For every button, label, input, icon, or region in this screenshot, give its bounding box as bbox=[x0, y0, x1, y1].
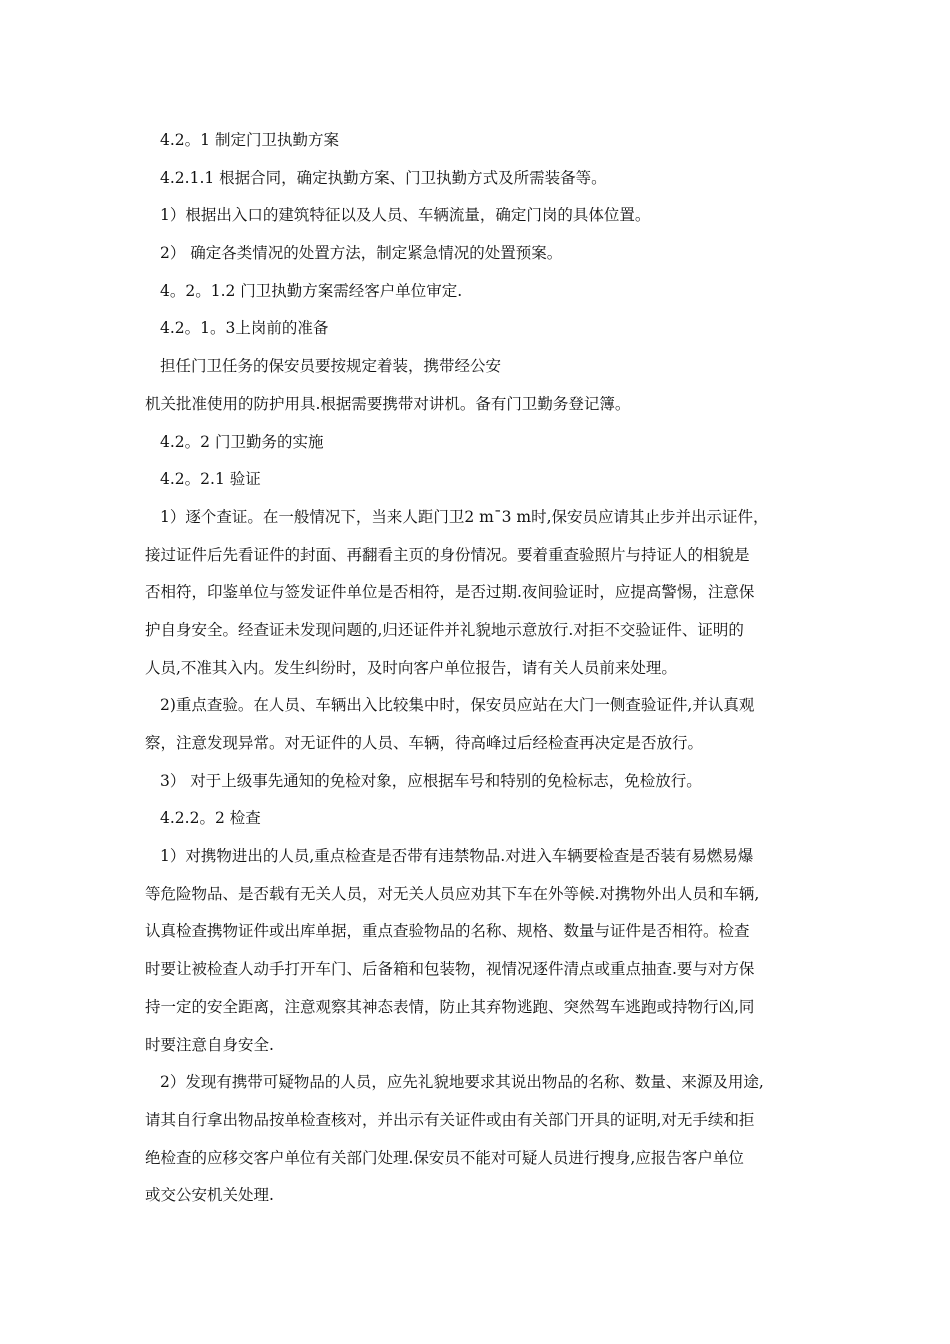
text-line: 4.2.2。2 检查 bbox=[160, 809, 261, 828]
text-line: 机关批准使用的防护用具.根据需要携带对讲机。备有门卫勤务登记簿。 bbox=[145, 394, 631, 413]
text-line: 时要让被检查人动手打开车门、后备箱和包装物，视情况逐件清点或重点抽查.要与对方保 bbox=[145, 960, 755, 979]
text-line: 等危险物品、是否载有无关人员，对无关人员应劝其下车在外等候.对携物外出人员和车辆, bbox=[145, 884, 760, 903]
text-line: 4.2.1.1 根据合同，确定执勤方案、门卫执勤方式及所需装备等。 bbox=[160, 168, 607, 187]
text-line: 1）对携物进出的人员,重点检查是否带有违禁物品.对进入车辆要检查是否装有易燃易爆 bbox=[160, 847, 754, 866]
text-line: 护自身安全。经查证未发现问题的,归还证件并礼貌地示意放行.对拒不交验证件、证明的 bbox=[145, 620, 744, 639]
text-line: 4.2。2.1 验证 bbox=[160, 470, 261, 489]
text-line: 绝检查的应移交客户单位有关部门处理.保安员不能对可疑人员进行搜身,应报告客户单位 bbox=[145, 1148, 744, 1167]
text-line: 否相符，印鉴单位与签发证件单位是否相符，是否过期.夜间验证时，应提高警惕，注意保 bbox=[145, 583, 755, 602]
text-line: 2） 确定各类情况的处置方法，制定紧急情况的处置预案。 bbox=[160, 244, 563, 263]
text-line: 担任门卫任务的保安员要按规定着装，携带经公安 bbox=[160, 357, 502, 376]
text-line: 人员,不准其入内。发生纠纷时，及时向客户单位报告，请有关人员前来处理。 bbox=[145, 658, 677, 677]
text-line: 4。2。1.2 门卫执勤方案需经客户单位审定. bbox=[160, 281, 463, 300]
text-line: 3） 对于上级事先通知的免检对象，应根据车号和特别的免检标志，免检放行。 bbox=[160, 771, 702, 790]
document-body bbox=[145, 122, 825, 1215]
text-line: 4.2。1。3上岗前的准备 bbox=[160, 319, 329, 338]
text-line: 认真检查携物证件或出库单据，重点查验物品的名称、规格、数量与证件是否相符。检查 bbox=[145, 922, 750, 941]
text-line: 持一定的安全距离，注意观察其神态表情，防止其弃物逃跑、突然驾车逃跑或持物行凶,同 bbox=[145, 997, 755, 1016]
text-line: 时要注意自身安全. bbox=[145, 1035, 274, 1054]
text-line: 4.2。1 制定门卫执勤方案 bbox=[160, 131, 339, 149]
text-line: 2)重点查验。在人员、车辆出入比较集中时，保安员应站在大门一侧查验证件,并认真观 bbox=[160, 696, 755, 715]
text-line: 请其自行拿出物品按单检查核对，并出示有关证件或由有关部门开具的证明,对无手续和拒 bbox=[145, 1110, 755, 1129]
text-line: 1）逐个查证。在一般情况下，当来人距门卫2 m¯3 m时,保安员应请其止步并出示证件， bbox=[160, 507, 769, 526]
text-line: 或交公安机关处理. bbox=[145, 1186, 274, 1205]
text-line: 1）根据出入口的建筑特征以及人员、车辆流量，确定门岗的具体位置。 bbox=[160, 206, 651, 225]
text-line: 察，注意发现异常。对无证件的人员、车辆，待高峰过后经检查再决定是否放行。 bbox=[145, 734, 704, 752]
text-line: 4.2。2 门卫勤务的实施 bbox=[160, 432, 324, 451]
text-line: 2）发现有携带可疑物品的人员，应先礼貌地要求其说出物品的名称、数量、来源及用途, bbox=[160, 1073, 764, 1092]
text-line: 接过证件后先看证件的封面、再翻看主页的身份情况。要着重查验照片与持证人的相貌是 bbox=[145, 545, 750, 564]
